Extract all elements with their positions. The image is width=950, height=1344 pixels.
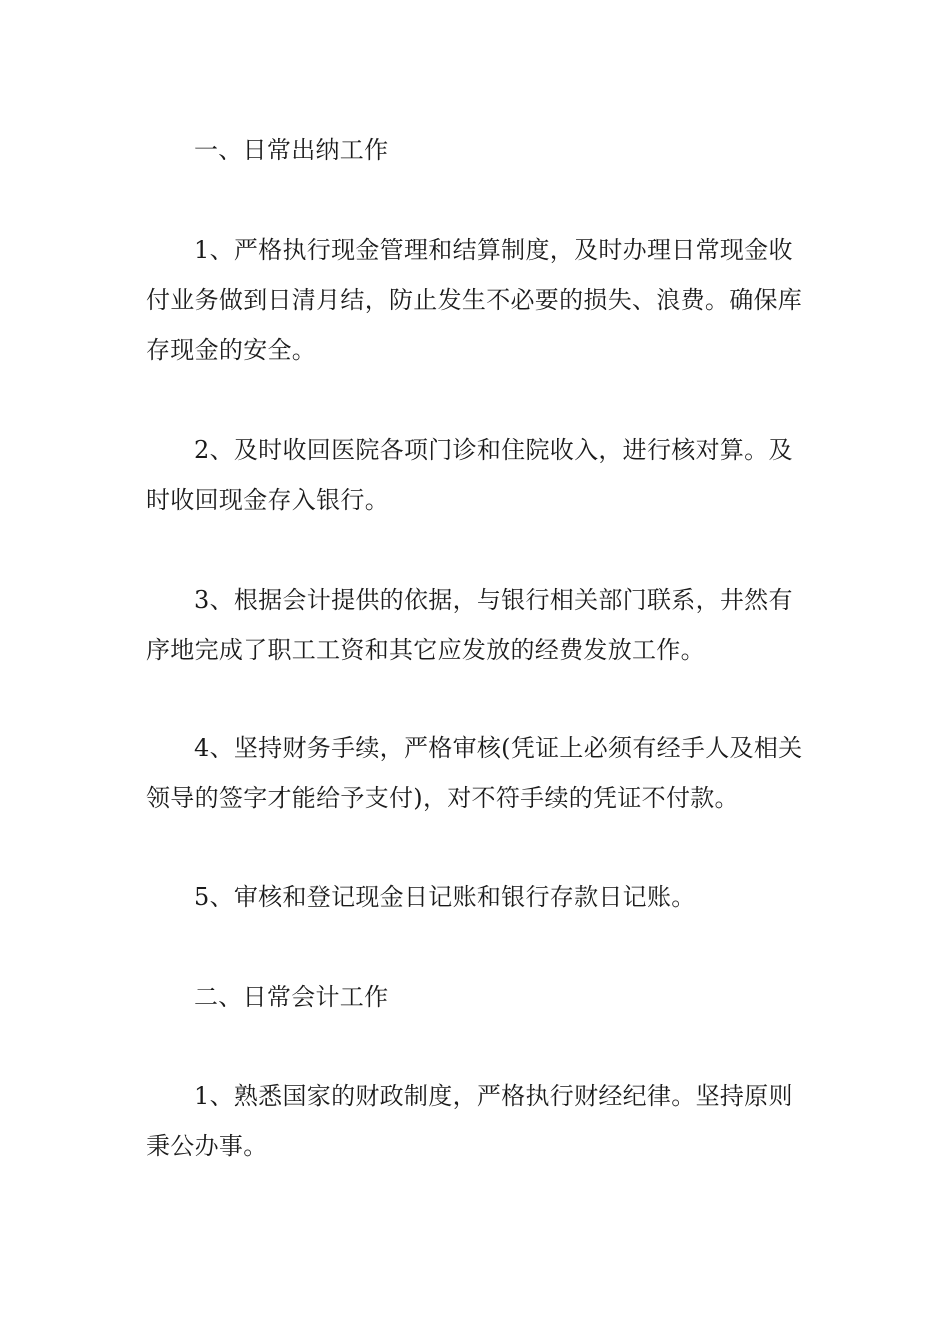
paragraph-salary-payment: 3、根据会计提供的依据，与银行相关部门联系，井然有序地完成了职工工资和其它应发放的经费发放工作。: [146, 586, 793, 664]
section-heading-accounting: 二、日常会计工作: [194, 983, 389, 1011]
paragraph-audit-procedures: 4、坚持财务手续，严格审核(凭证上必须有经手人及相关领导的签字才能给予支付)，对不符手续的凭证不付款。: [146, 734, 803, 812]
paragraph-cash-management: 1、严格执行现金管理和结算制度，及时办理日常现金收付业务做到日清月结，防止发生不必要的损失、浪费。确保库存现金的安全。: [146, 236, 803, 364]
paragraph-financial-rules: 1、熟悉国家的财政制度，严格执行财经纪律。坚持原则秉公办事。: [146, 1082, 793, 1160]
paragraph-income-collection: 2、及时收回医院各项门诊和住院收入，进行核对算。及时收回现金存入银行。: [146, 436, 793, 514]
paragraph-journal-registration: 5、审核和登记现金日记账和银行存款日记账。: [194, 883, 696, 911]
section-heading-cashier: 一、日常出纳工作: [194, 136, 389, 164]
